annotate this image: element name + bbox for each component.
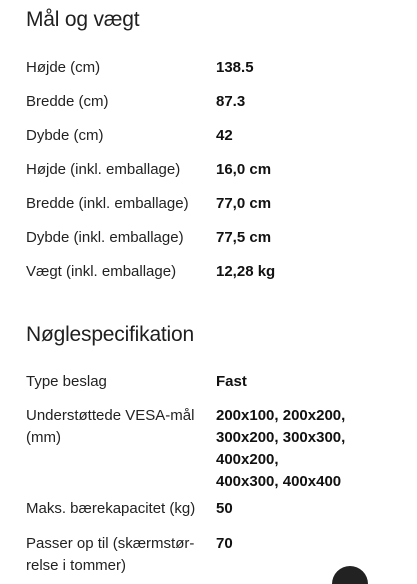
section-title-keyspecs: Nøglespecifikation [26, 323, 194, 346]
vesa-value-line: 400x300, 400x400 [216, 473, 342, 490]
scroll-to-top-button[interactable] [332, 566, 368, 584]
spec-label: Dybde (inkl. emballage) [26, 229, 184, 246]
spec-value: Fast [216, 373, 247, 390]
vesa-value-line: 300x200, 300x300, [216, 429, 346, 446]
spec-value: 50 [216, 500, 233, 517]
vesa-value-line: 200x100, 200x200, [216, 407, 346, 424]
spec-label [26, 405, 206, 449]
spec-value: 87.3 [216, 93, 246, 110]
spec-label-line: (mm) [26, 429, 61, 446]
vesa-value-line: 400x200, [216, 451, 279, 468]
spec-value: 77,5 cm [216, 229, 272, 246]
spec-label: Højde (inkl. emballage) [26, 161, 181, 178]
spec-value [216, 405, 396, 493]
spec-label: Dybde (cm) [26, 127, 104, 144]
spec-label [26, 533, 206, 577]
spec-value: 42 [216, 127, 233, 144]
spec-value: 138.5 [216, 59, 254, 76]
spec-label-line: Understøttede VESA-mål [26, 407, 195, 424]
spec-value: 16,0 cm [216, 161, 272, 178]
spec-label-line: relse i tommer) [26, 557, 127, 574]
spec-label: Maks. bærekapacitet (kg) [26, 500, 196, 517]
spec-value: 70 [216, 535, 233, 552]
spec-value: 12,28 kg [216, 263, 276, 280]
spec-value: 77,0 cm [216, 195, 272, 212]
spec-label-line: Passer op til (skærmstør- [26, 535, 195, 552]
spec-label: Højde (cm) [26, 59, 101, 76]
spec-label: Type beslag [26, 373, 107, 390]
spec-label: Bredde (inkl. emballage) [26, 195, 189, 212]
section-title-dimensions: Mål og vægt [26, 8, 140, 31]
spec-label: Bredde (cm) [26, 93, 109, 110]
spec-label: Vægt (inkl. emballage) [26, 263, 177, 280]
